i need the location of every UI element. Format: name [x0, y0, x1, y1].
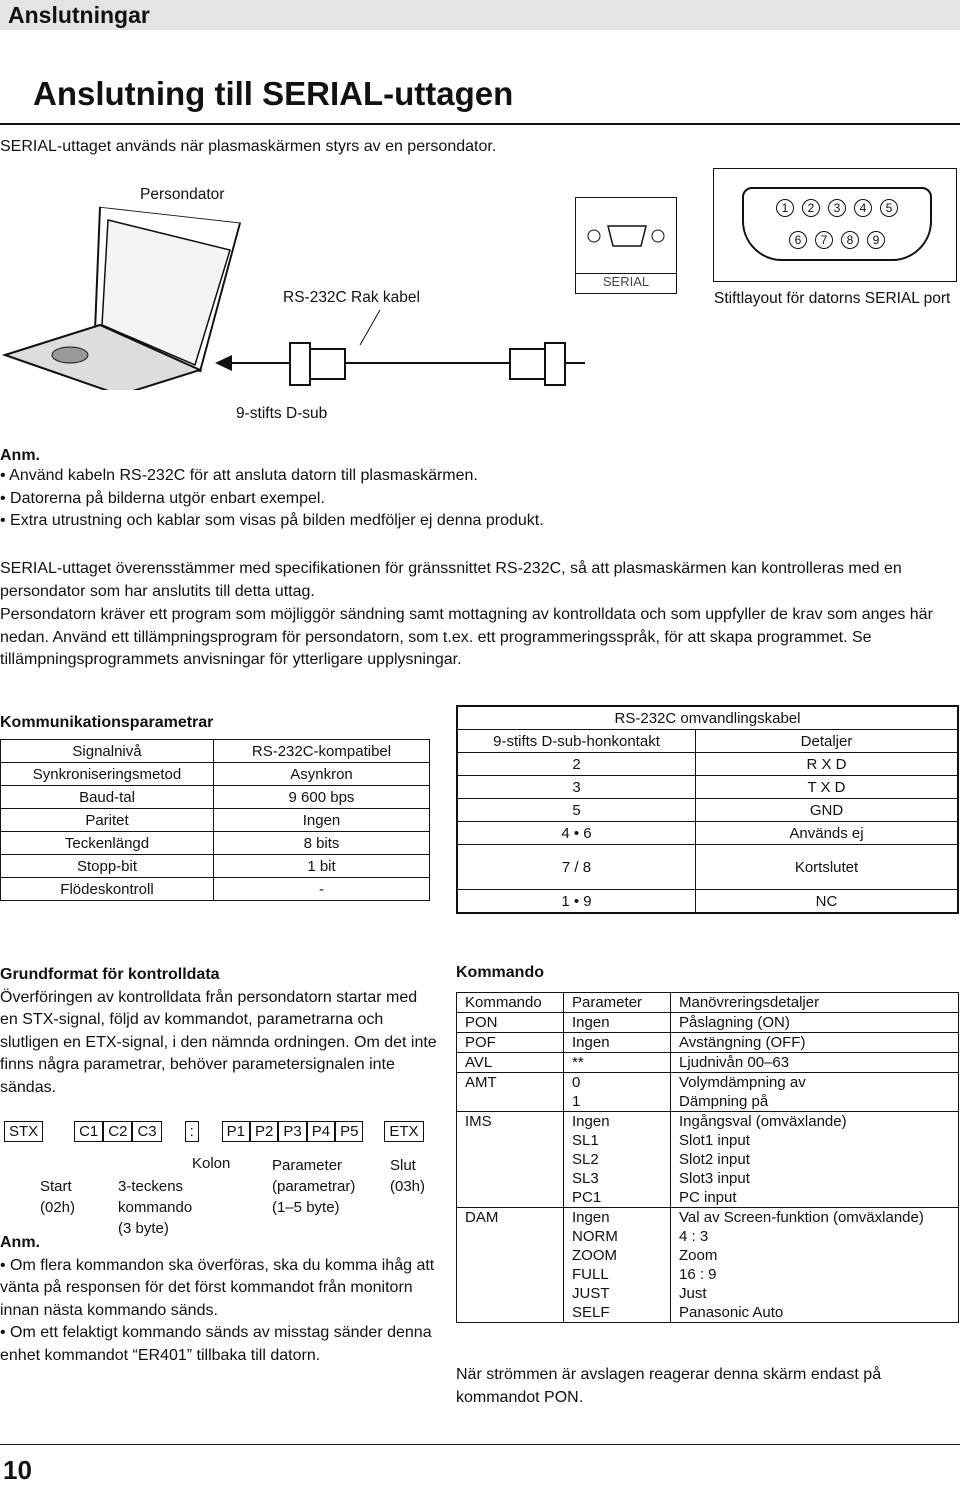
- commands-footer: När strömmen är avslagen reagerar denna skärm endast på kommandot PON.: [456, 1366, 882, 1406]
- table-cell: SL1: [564, 1131, 671, 1150]
- comm-table: [0, 739, 430, 901]
- cable-label: RS-232C Rak kabel: [283, 289, 420, 306]
- page-number: 10: [3, 1455, 32, 1485]
- table-cell: Synkroniseringsmetod: [1, 763, 214, 786]
- colon-box: :: [185, 1121, 199, 1142]
- table-cell: Teckenlängd: [1, 832, 214, 855]
- table-row: [457, 1208, 959, 1228]
- table-cell: Paritet: [1, 809, 214, 832]
- cable-diagram: [210, 305, 590, 390]
- note-item: • Datorerna på bilderna utgör enbart exempel.: [0, 488, 960, 511]
- table-row: [457, 1265, 959, 1284]
- table-cell: FULL: [564, 1265, 671, 1284]
- table-header-cell: 9-stifts D-sub-honkontakt: [457, 730, 696, 753]
- note-item: • Om ett felaktigt kommando sänds av misstag sänder denna enhet kommandot “ER401” tillbaka till datorn.: [0, 1322, 438, 1367]
- table-cell: PON: [457, 1013, 564, 1033]
- table-cell: Ingen: [564, 1013, 671, 1033]
- pin-label: 5: [880, 199, 898, 217]
- table-cell: 5: [457, 799, 696, 822]
- table-header-row: [457, 993, 959, 1013]
- table-cell: R X D: [696, 753, 959, 776]
- table-row: [457, 1246, 959, 1265]
- table-cell: -: [214, 878, 430, 901]
- table-cell: Slot2 input: [679, 1151, 750, 1168]
- table-row: [457, 1188, 959, 1208]
- param-box: P4: [307, 1121, 335, 1142]
- serial-label: SERIAL: [576, 273, 676, 289]
- table-cell: [457, 1246, 564, 1265]
- table-row: [457, 890, 958, 914]
- table-cell: PC1: [564, 1188, 671, 1208]
- table-header-cell: Manövreringsdetaljer: [679, 994, 820, 1011]
- pc-label: Persondator: [140, 186, 225, 203]
- table-header-cell: Parameter: [564, 993, 671, 1013]
- param-box: P2: [250, 1121, 278, 1142]
- table-cell: NC: [696, 890, 959, 914]
- table-row: [1, 763, 430, 786]
- commands-table: [456, 992, 959, 1323]
- pin-label: 7: [815, 231, 833, 249]
- page-title: Anslutning till SERIAL-uttagen: [33, 75, 514, 112]
- table-cell: [457, 1188, 564, 1208]
- table-cell: Asynkron: [214, 763, 430, 786]
- notes-block-2: [0, 1232, 438, 1367]
- table-row: [457, 822, 958, 845]
- pin-layout-box: [713, 168, 957, 282]
- table-row: [1, 878, 430, 901]
- table-cell: Påslagning (ON): [679, 1014, 790, 1031]
- table-cell: PC input: [679, 1189, 737, 1206]
- table-row: [457, 1284, 959, 1303]
- cable-title: RS-232C omvandlingskabel: [457, 706, 958, 730]
- table-cell: DAM: [457, 1208, 564, 1228]
- kolon-label: Kolon: [192, 1155, 231, 1172]
- param-label: Parameter (parametrar) (1–5 byte): [272, 1157, 356, 1216]
- table-cell: T X D: [696, 776, 959, 799]
- table-cell: Stopp-bit: [1, 855, 214, 878]
- table-row: [457, 1092, 959, 1112]
- table-cell: Ingångsval (omväxlande): [679, 1113, 847, 1130]
- table-row: [457, 730, 958, 753]
- table-cell: Just: [679, 1285, 707, 1302]
- cmd-label: 3-teckens kommando (3 byte): [118, 1178, 193, 1237]
- table-row: [457, 799, 958, 822]
- table-cell: [457, 1092, 564, 1112]
- serial-connector-icon: [576, 198, 676, 268]
- table-cell: 1 bit: [214, 855, 430, 878]
- pin-label: 2: [802, 199, 820, 217]
- table-row: [1, 855, 430, 878]
- table-row: [457, 845, 958, 890]
- table-row: [457, 706, 958, 730]
- notes-list: [0, 1255, 438, 1368]
- table-row: [457, 1169, 959, 1188]
- table-cell: SL2: [564, 1150, 671, 1169]
- table-cell: [457, 1303, 564, 1323]
- table-cell: 7 / 8: [457, 845, 696, 890]
- table-cell: [457, 1169, 564, 1188]
- pins-top-row: [744, 199, 930, 217]
- table-cell: 9 600 bps: [214, 786, 430, 809]
- table-cell: 4 : 3: [679, 1228, 709, 1245]
- pin-layout-connector: [742, 187, 932, 261]
- pins-bottom-row: [744, 231, 930, 249]
- table-row: [457, 1033, 959, 1053]
- table-row: [457, 1053, 959, 1073]
- table-row: [457, 1112, 959, 1132]
- table-cell: 8 bits: [214, 832, 430, 855]
- format-text: Överföringen av kontrolldata från persondatorn startar med en STX-signal, följd av kommandot, parametrarna och slutligen en ETX-signal, i den nämnda ordningen. Om det inte finns några parametrar, behöver parametersignalen inte sändas.: [0, 988, 437, 1096]
- table-cell: SELF: [564, 1303, 671, 1323]
- note-item: • Om flera kommandon ska överföras, ska du komma ihåg att vänta på responsen för det först kommandot från monitorn innan nästa kommando sänds.: [0, 1255, 438, 1323]
- notes-heading: Anm.: [0, 1234, 40, 1251]
- table-cell: 1 • 9: [457, 890, 696, 914]
- cmd-box: C3: [132, 1121, 161, 1142]
- table-cell: SL3: [564, 1169, 671, 1188]
- section-title: Anslutningar: [8, 2, 150, 28]
- table-cell: JUST: [564, 1284, 671, 1303]
- notes-block-1: [0, 447, 960, 533]
- table-cell: AVL: [457, 1053, 564, 1073]
- param-box: P1: [222, 1121, 250, 1142]
- param-box: P5: [335, 1121, 363, 1142]
- table-cell: Dämpning på: [679, 1093, 769, 1110]
- cmd-box: C2: [103, 1121, 132, 1142]
- table-cell: Kortslutet: [696, 845, 959, 890]
- table-row: [457, 1227, 959, 1246]
- table-cell: **: [564, 1053, 671, 1073]
- table-cell: Zoom: [679, 1247, 718, 1264]
- table-cell: Volymdämpning av: [679, 1074, 806, 1091]
- table-header-cell: Kommando: [457, 993, 564, 1013]
- table-cell: [457, 1150, 564, 1169]
- table-cell: 2: [457, 753, 696, 776]
- intro-text: SERIAL-uttaget används när plasmaskärmen styrs av en persondator.: [0, 138, 497, 155]
- table-cell: POF: [457, 1033, 564, 1053]
- table-cell: [457, 1265, 564, 1284]
- table-cell: Baud-tal: [1, 786, 214, 809]
- table-cell: Signalnivå: [1, 740, 214, 763]
- table-cell: ZOOM: [564, 1246, 671, 1265]
- table-cell: 0: [564, 1073, 671, 1093]
- paragraph-2: Persondatorn kräver ett program som möjliggör sändning samt mottagning av kontrolldata och som uppfyller de krav som anges här nedan. Använd ett tillämpningsprogram för persondatorn, som t.ex. ett programmeringsspråk, för att skapa programmet. Se tillämpningsprogrammets anvisningar för ytterligare upplysningar.: [0, 606, 933, 668]
- table-cell: 3: [457, 776, 696, 799]
- pin-label: 1: [776, 199, 794, 217]
- table-row: [1, 832, 430, 855]
- table-cell: IMS: [457, 1112, 564, 1132]
- notes-heading: Anm.: [0, 447, 40, 464]
- table-cell: Flödeskontroll: [1, 878, 214, 901]
- table-cell: RS-232C-kompatibel: [214, 740, 430, 763]
- table-cell: Ingen: [564, 1208, 671, 1228]
- table-cell: 4 • 6: [457, 822, 696, 845]
- table-row: [1, 786, 430, 809]
- table-cell: NORM: [564, 1227, 671, 1246]
- stx-box: STX: [4, 1121, 43, 1142]
- format-block: [0, 964, 438, 1099]
- table-row: [457, 776, 958, 799]
- table-row: [457, 1303, 959, 1323]
- note-item: • Extra utrustning och kablar som visas på bilden medföljer ej denna produkt.: [0, 510, 960, 533]
- table-cell: GND: [696, 799, 959, 822]
- dsub-label: 9-stifts D-sub: [236, 405, 328, 422]
- start-label: Start (02h): [40, 1178, 76, 1216]
- cable-table: [456, 705, 959, 914]
- note-item: • Använd kabeln RS-232C för att ansluta datorn till plasmaskärmen.: [0, 465, 960, 488]
- table-cell: Ingen: [564, 1112, 671, 1132]
- table-row: [457, 1013, 959, 1033]
- pin-label: 6: [789, 231, 807, 249]
- pin-label: 9: [867, 231, 885, 249]
- table-row: [1, 809, 430, 832]
- title-rule: [0, 123, 960, 125]
- paragraph-1: SERIAL-uttaget överensstämmer med specifikationen för gränssnittet RS-232C, så att plasmaskärmen kan kontrolleras med en persondator som har anslutits till detta uttag.: [0, 560, 902, 600]
- commands-title: Kommando: [456, 964, 544, 981]
- table-row: [457, 1073, 959, 1093]
- table-row: [457, 753, 958, 776]
- format-boxes: [4, 1121, 434, 1142]
- table-cell: 1: [564, 1092, 671, 1112]
- table-cell: Panasonic Auto: [679, 1304, 784, 1321]
- table-row: [1, 740, 430, 763]
- format-title: Grundformat för kontrolldata: [0, 966, 220, 983]
- param-box: P3: [278, 1121, 306, 1142]
- table-row: [457, 1131, 959, 1150]
- table-cell: Slot1 input: [679, 1132, 750, 1149]
- table-cell: Används ej: [696, 822, 959, 845]
- serial-port-panel: [575, 197, 677, 294]
- table-cell: 16 : 9: [679, 1266, 717, 1283]
- table-cell: [457, 1131, 564, 1150]
- page-rule: [0, 1444, 960, 1445]
- table-cell: Slot3 input: [679, 1170, 750, 1187]
- pin-label: 4: [854, 199, 872, 217]
- pin-label: 8: [841, 231, 859, 249]
- table-cell: [457, 1227, 564, 1246]
- table-cell: Avstängning (OFF): [679, 1034, 806, 1051]
- notes-list: [0, 465, 960, 533]
- pin-layout-label: Stiftlayout för datorns SERIAL port: [714, 290, 951, 307]
- etx-box: ETX: [384, 1121, 423, 1142]
- table-cell: Ingen: [564, 1033, 671, 1053]
- pin-label: 3: [828, 199, 846, 217]
- table-cell: Val av Screen-funktion (omväxlande): [679, 1209, 924, 1226]
- table-cell: Ingen: [214, 809, 430, 832]
- table-header-cell: Detaljer: [696, 730, 959, 753]
- table-row: [457, 1150, 959, 1169]
- table-cell: AMT: [457, 1073, 564, 1093]
- comm-title: Kommunikationsparametrar: [0, 714, 214, 731]
- slut-label: Slut (03h): [390, 1157, 426, 1195]
- cmd-box: C1: [74, 1121, 103, 1142]
- table-cell: [457, 1284, 564, 1303]
- table-cell: Ljudnivån 00–63: [679, 1054, 790, 1071]
